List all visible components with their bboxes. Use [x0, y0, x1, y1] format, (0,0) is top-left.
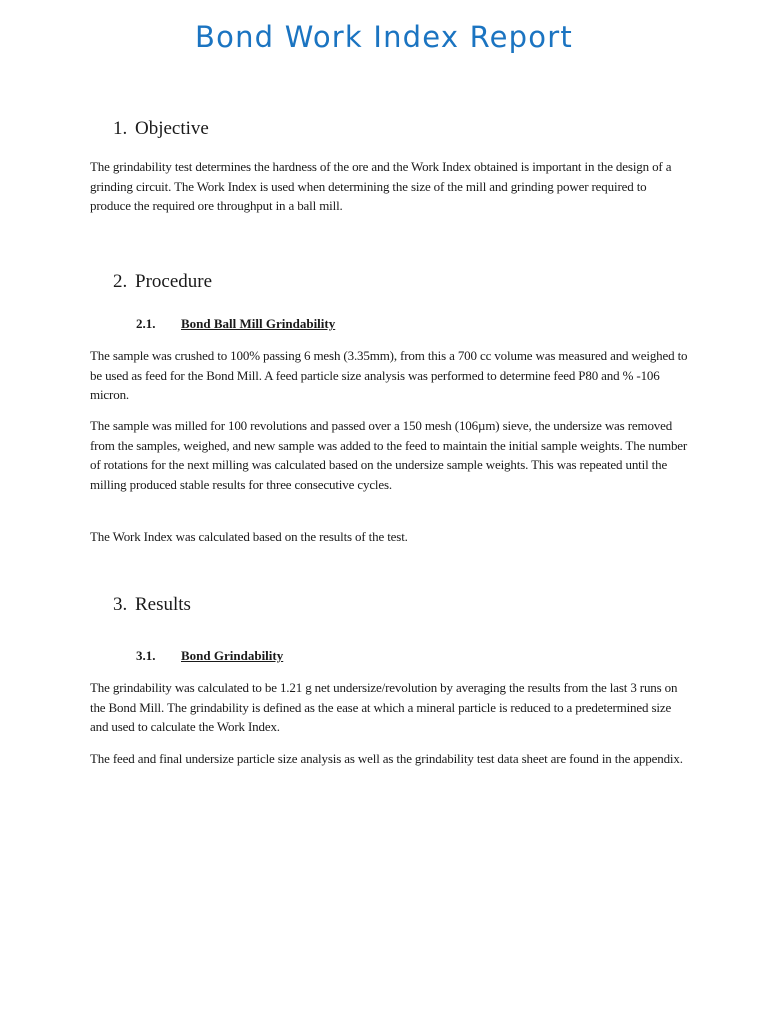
subsection-title: Bond Grindability — [181, 648, 284, 663]
procedure-paragraph: The sample was crushed to 100% passing 6 mesh (3.35mm), from this a 700 cc volume was measured and weighed to be used as feed for the Bond Mill. A feed particle size analysis was performed to determine feed P80 and % -106 micron. — [90, 348, 688, 402]
subsection-heading-ball-mill-grindability — [136, 316, 335, 332]
section-title: Procedure — [135, 271, 213, 292]
section-number: 1. — [113, 118, 128, 139]
subsection-title: Bond Ball Mill Grindability — [181, 316, 336, 331]
section-title: Results — [135, 594, 191, 615]
section-number: 2. — [113, 271, 128, 292]
subsection-number: 3.1. — [136, 648, 156, 663]
objective-paragraph: The grindability test determines the hardness of the ore and the Work Index obtained is important in the design of a grinding circuit. The Work Index is used when determining the size of the mill and grinding power required to produce the required ore throughput in a ball mill. — [90, 159, 672, 213]
procedure-paragraph: The Work Index was calculated based on the results of the test. — [90, 529, 408, 544]
section-number: 3. — [113, 594, 128, 615]
subsection-heading-bond-grindability — [136, 648, 283, 664]
subsection-number: 2.1. — [136, 316, 156, 331]
results-paragraph: The grindability was calculated to be 1.21 g net undersize/revolution by averaging the results from the last 3 runs on the Bond Mill. The grindability is defined as the ease at which a mineral particle is reduced to a predetermined size and used to calculate the Work Index. — [90, 680, 678, 734]
section-heading-procedure — [113, 271, 212, 293]
procedure-paragraph: The sample was milled for 100 revolutions and passed over a 150 mesh (106µm) sieve, the undersize was removed from the samples, weighed, and new sample was added to the feed to maintain the initial sample weights. The number of rotations for the next milling was calculated based on the undersize sample weights. This was repeated until the milling produced stable results for three consecutive cycles. — [90, 418, 688, 492]
document-title: Bond Work Index Report — [195, 20, 573, 54]
section-heading-objective — [113, 118, 209, 140]
section-heading-results — [113, 594, 191, 616]
section-title: Objective — [135, 118, 209, 139]
results-paragraph: The feed and final undersize particle size analysis as well as the grindability test data sheet are found in the appendix. — [90, 751, 683, 766]
